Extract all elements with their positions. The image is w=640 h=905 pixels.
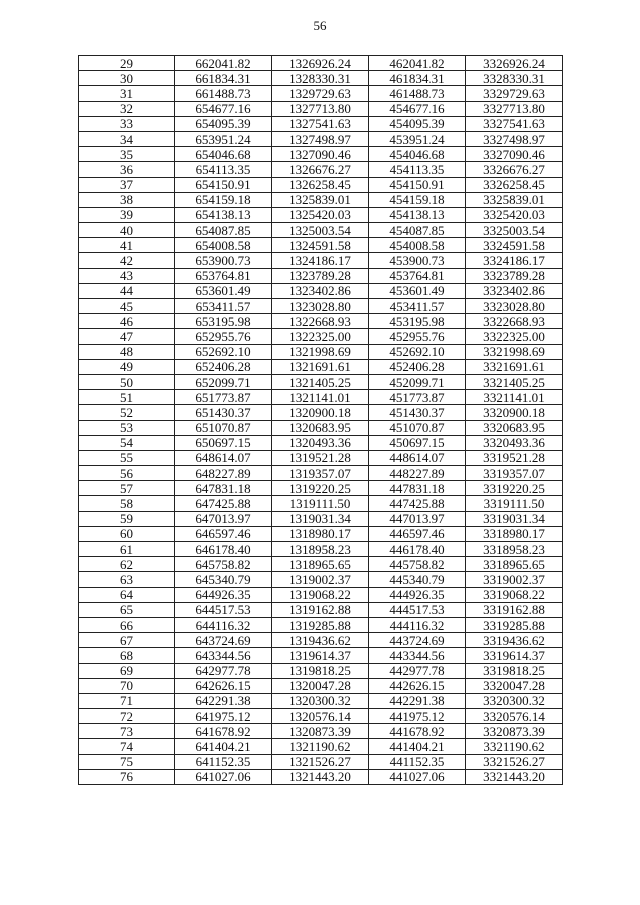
x-coordinate-cell: 652099.71 (175, 374, 272, 389)
x-coordinate-cell: 661488.73 (175, 86, 272, 101)
y-coordinate-cell: 1319436.62 (272, 633, 369, 648)
x2-coordinate-cell: 453764.81 (369, 268, 466, 283)
y-coordinate-cell: 1319285.88 (272, 617, 369, 632)
x2-coordinate-cell: 454046.68 (369, 147, 466, 162)
x-coordinate-cell: 654113.35 (175, 162, 272, 177)
table-row (79, 693, 563, 708)
table-row (79, 238, 563, 253)
table-row (79, 192, 563, 207)
y2-coordinate-cell: 3326258.45 (466, 177, 563, 192)
point-number-cell: 53 (79, 420, 175, 435)
y2-coordinate-cell: 3319162.88 (466, 602, 563, 617)
table-row (79, 359, 563, 374)
table-row (79, 374, 563, 389)
y-coordinate-cell: 1321405.25 (272, 374, 369, 389)
y-coordinate-cell: 1323789.28 (272, 268, 369, 283)
point-number-cell: 40 (79, 223, 175, 238)
y2-coordinate-cell: 3318958.23 (466, 542, 563, 557)
point-number-cell: 34 (79, 131, 175, 146)
x-coordinate-cell: 654138.13 (175, 207, 272, 222)
y2-coordinate-cell: 3319031.34 (466, 511, 563, 526)
x2-coordinate-cell: 441152.35 (369, 754, 466, 769)
point-number-cell: 41 (79, 238, 175, 253)
y-coordinate-cell: 1320683.95 (272, 420, 369, 435)
y2-coordinate-cell: 3319436.62 (466, 633, 563, 648)
x-coordinate-cell: 642977.78 (175, 663, 272, 678)
point-number-cell: 61 (79, 542, 175, 557)
y-coordinate-cell: 1319111.50 (272, 496, 369, 511)
x-coordinate-cell: 647013.97 (175, 511, 272, 526)
x-coordinate-cell: 645758.82 (175, 557, 272, 572)
point-number-cell: 69 (79, 663, 175, 678)
y2-coordinate-cell: 3325839.01 (466, 192, 563, 207)
y2-coordinate-cell: 3319521.28 (466, 450, 563, 465)
x2-coordinate-cell: 454095.39 (369, 116, 466, 131)
y-coordinate-cell: 1322325.00 (272, 329, 369, 344)
point-number-cell: 54 (79, 435, 175, 450)
y2-coordinate-cell: 3318980.17 (466, 526, 563, 541)
x-coordinate-cell: 646597.46 (175, 526, 272, 541)
x2-coordinate-cell: 452406.28 (369, 359, 466, 374)
x-coordinate-cell: 653195.98 (175, 314, 272, 329)
y-coordinate-cell: 1321526.27 (272, 754, 369, 769)
x2-coordinate-cell: 452099.71 (369, 374, 466, 389)
y2-coordinate-cell: 3321691.61 (466, 359, 563, 374)
y-coordinate-cell: 1320576.14 (272, 709, 369, 724)
y2-coordinate-cell: 3327713.80 (466, 101, 563, 116)
x-coordinate-cell: 644926.35 (175, 587, 272, 602)
x2-coordinate-cell: 447831.18 (369, 481, 466, 496)
x-coordinate-cell: 648227.89 (175, 466, 272, 481)
y2-coordinate-cell: 3320873.39 (466, 724, 563, 739)
y-coordinate-cell: 1321141.01 (272, 390, 369, 405)
x2-coordinate-cell: 444116.32 (369, 617, 466, 632)
y2-coordinate-cell: 3319111.50 (466, 496, 563, 511)
point-number-cell: 58 (79, 496, 175, 511)
y-coordinate-cell: 1326258.45 (272, 177, 369, 192)
x-coordinate-cell: 654046.68 (175, 147, 272, 162)
table-row (79, 481, 563, 496)
point-number-cell: 72 (79, 709, 175, 724)
y2-coordinate-cell: 3323789.28 (466, 268, 563, 283)
point-number-cell: 37 (79, 177, 175, 192)
x2-coordinate-cell: 453411.57 (369, 299, 466, 314)
point-number-cell: 64 (79, 587, 175, 602)
point-number-cell: 39 (79, 207, 175, 222)
y-coordinate-cell: 1321691.61 (272, 359, 369, 374)
y2-coordinate-cell: 3327541.63 (466, 116, 563, 131)
x-coordinate-cell: 641027.06 (175, 769, 272, 784)
y-coordinate-cell: 1321443.20 (272, 769, 369, 784)
y-coordinate-cell: 1324591.58 (272, 238, 369, 253)
table-row (79, 435, 563, 450)
x-coordinate-cell: 643724.69 (175, 633, 272, 648)
point-number-cell: 49 (79, 359, 175, 374)
y2-coordinate-cell: 3321141.01 (466, 390, 563, 405)
y-coordinate-cell: 1324186.17 (272, 253, 369, 268)
x-coordinate-cell: 642626.15 (175, 678, 272, 693)
y2-coordinate-cell: 3321526.27 (466, 754, 563, 769)
point-number-cell: 59 (79, 511, 175, 526)
point-number-cell: 71 (79, 693, 175, 708)
point-number-cell: 52 (79, 405, 175, 420)
point-number-cell: 48 (79, 344, 175, 359)
point-number-cell: 30 (79, 71, 175, 86)
x2-coordinate-cell: 453601.49 (369, 283, 466, 298)
table-row (79, 450, 563, 465)
y-coordinate-cell: 1325839.01 (272, 192, 369, 207)
y2-coordinate-cell: 3319002.37 (466, 572, 563, 587)
x2-coordinate-cell: 454150.91 (369, 177, 466, 192)
point-number-cell: 43 (79, 268, 175, 283)
point-number-cell: 55 (79, 450, 175, 465)
point-number-cell: 32 (79, 101, 175, 116)
point-number-cell: 57 (79, 481, 175, 496)
table-row (79, 405, 563, 420)
y-coordinate-cell: 1319220.25 (272, 481, 369, 496)
table-row (79, 663, 563, 678)
table-row (79, 754, 563, 769)
x2-coordinate-cell: 454008.58 (369, 238, 466, 253)
y2-coordinate-cell: 3319068.22 (466, 587, 563, 602)
y-coordinate-cell: 1321998.69 (272, 344, 369, 359)
x-coordinate-cell: 641975.12 (175, 709, 272, 724)
x-coordinate-cell: 645340.79 (175, 572, 272, 587)
point-number-cell: 60 (79, 526, 175, 541)
y2-coordinate-cell: 3329729.63 (466, 86, 563, 101)
y2-coordinate-cell: 3319220.25 (466, 481, 563, 496)
point-number-cell: 62 (79, 557, 175, 572)
table-row (79, 329, 563, 344)
x-coordinate-cell: 644116.32 (175, 617, 272, 632)
x-coordinate-cell: 641678.92 (175, 724, 272, 739)
x2-coordinate-cell: 448614.07 (369, 450, 466, 465)
table-row (79, 268, 563, 283)
y-coordinate-cell: 1318958.23 (272, 542, 369, 557)
table-row (79, 177, 563, 192)
y-coordinate-cell: 1321190.62 (272, 739, 369, 754)
x2-coordinate-cell: 452955.76 (369, 329, 466, 344)
point-number-cell: 46 (79, 314, 175, 329)
y-coordinate-cell: 1319068.22 (272, 587, 369, 602)
x2-coordinate-cell: 453900.73 (369, 253, 466, 268)
table-row (79, 587, 563, 602)
table-row (79, 466, 563, 481)
point-number-cell: 68 (79, 648, 175, 663)
y-coordinate-cell: 1327090.46 (272, 147, 369, 162)
x-coordinate-cell: 651773.87 (175, 390, 272, 405)
table-row (79, 71, 563, 86)
y2-coordinate-cell: 3321998.69 (466, 344, 563, 359)
point-number-cell: 56 (79, 466, 175, 481)
y2-coordinate-cell: 3326676.27 (466, 162, 563, 177)
y-coordinate-cell: 1320300.32 (272, 693, 369, 708)
x2-coordinate-cell: 454159.18 (369, 192, 466, 207)
x-coordinate-cell: 653411.57 (175, 299, 272, 314)
point-number-cell: 36 (79, 162, 175, 177)
table-row (79, 131, 563, 146)
y2-coordinate-cell: 3321405.25 (466, 374, 563, 389)
x-coordinate-cell: 643344.56 (175, 648, 272, 663)
y-coordinate-cell: 1319357.07 (272, 466, 369, 481)
x2-coordinate-cell: 443724.69 (369, 633, 466, 648)
table-row (79, 633, 563, 648)
x-coordinate-cell: 654150.91 (175, 177, 272, 192)
y-coordinate-cell: 1327713.80 (272, 101, 369, 116)
point-number-cell: 45 (79, 299, 175, 314)
x2-coordinate-cell: 461834.31 (369, 71, 466, 86)
y2-coordinate-cell: 3320493.36 (466, 435, 563, 450)
table-row (79, 223, 563, 238)
x2-coordinate-cell: 453195.98 (369, 314, 466, 329)
table-row (79, 739, 563, 754)
coordinates-table (78, 55, 563, 785)
point-number-cell: 66 (79, 617, 175, 632)
y2-coordinate-cell: 3320047.28 (466, 678, 563, 693)
y-coordinate-cell: 1327541.63 (272, 116, 369, 131)
x-coordinate-cell: 647831.18 (175, 481, 272, 496)
y-coordinate-cell: 1319521.28 (272, 450, 369, 465)
y-coordinate-cell: 1319162.88 (272, 602, 369, 617)
x2-coordinate-cell: 444926.35 (369, 587, 466, 602)
table-row (79, 147, 563, 162)
point-number-cell: 29 (79, 56, 175, 71)
x2-coordinate-cell: 446178.40 (369, 542, 466, 557)
y2-coordinate-cell: 3322668.93 (466, 314, 563, 329)
y2-coordinate-cell: 3326926.24 (466, 56, 563, 71)
point-number-cell: 73 (79, 724, 175, 739)
x2-coordinate-cell: 441027.06 (369, 769, 466, 784)
point-number-cell: 63 (79, 572, 175, 587)
x-coordinate-cell: 653764.81 (175, 268, 272, 283)
x-coordinate-cell: 654095.39 (175, 116, 272, 131)
point-number-cell: 74 (79, 739, 175, 754)
x2-coordinate-cell: 462041.82 (369, 56, 466, 71)
table-row (79, 557, 563, 572)
table-row (79, 572, 563, 587)
point-number-cell: 76 (79, 769, 175, 784)
coordinates-table-body (79, 56, 563, 785)
table-row (79, 86, 563, 101)
table-row (79, 101, 563, 116)
x-coordinate-cell: 653900.73 (175, 253, 272, 268)
x2-coordinate-cell: 452692.10 (369, 344, 466, 359)
y2-coordinate-cell: 3323402.86 (466, 283, 563, 298)
table-row (79, 602, 563, 617)
x-coordinate-cell: 642291.38 (175, 693, 272, 708)
x-coordinate-cell: 652955.76 (175, 329, 272, 344)
table-row (79, 207, 563, 222)
x2-coordinate-cell: 448227.89 (369, 466, 466, 481)
y-coordinate-cell: 1320493.36 (272, 435, 369, 450)
point-number-cell: 50 (79, 374, 175, 389)
y2-coordinate-cell: 3320683.95 (466, 420, 563, 435)
x2-coordinate-cell: 444517.53 (369, 602, 466, 617)
x2-coordinate-cell: 441404.21 (369, 739, 466, 754)
x-coordinate-cell: 653601.49 (175, 283, 272, 298)
y2-coordinate-cell: 3321190.62 (466, 739, 563, 754)
y2-coordinate-cell: 3320300.32 (466, 693, 563, 708)
x-coordinate-cell: 648614.07 (175, 450, 272, 465)
table-row (79, 678, 563, 693)
y2-coordinate-cell: 3320576.14 (466, 709, 563, 724)
point-number-cell: 67 (79, 633, 175, 648)
table-row (79, 617, 563, 632)
y-coordinate-cell: 1318965.65 (272, 557, 369, 572)
x-coordinate-cell: 646178.40 (175, 542, 272, 557)
x2-coordinate-cell: 451070.87 (369, 420, 466, 435)
page-number: 56 (313, 18, 327, 33)
point-number-cell: 51 (79, 390, 175, 405)
x-coordinate-cell: 652406.28 (175, 359, 272, 374)
x-coordinate-cell: 661834.31 (175, 71, 272, 86)
y2-coordinate-cell: 3318965.65 (466, 557, 563, 572)
table-row (79, 724, 563, 739)
y-coordinate-cell: 1322668.93 (272, 314, 369, 329)
x-coordinate-cell: 651070.87 (175, 420, 272, 435)
x2-coordinate-cell: 454087.85 (369, 223, 466, 238)
x2-coordinate-cell: 447013.97 (369, 511, 466, 526)
table-row (79, 709, 563, 724)
y2-coordinate-cell: 3324591.58 (466, 238, 563, 253)
x2-coordinate-cell: 454677.16 (369, 101, 466, 116)
x-coordinate-cell: 654087.85 (175, 223, 272, 238)
x2-coordinate-cell: 450697.15 (369, 435, 466, 450)
x-coordinate-cell: 654677.16 (175, 101, 272, 116)
table-row (79, 542, 563, 557)
y2-coordinate-cell: 3328330.31 (466, 71, 563, 86)
x2-coordinate-cell: 441975.12 (369, 709, 466, 724)
y2-coordinate-cell: 3327090.46 (466, 147, 563, 162)
x2-coordinate-cell: 451430.37 (369, 405, 466, 420)
table-row (79, 116, 563, 131)
x-coordinate-cell: 644517.53 (175, 602, 272, 617)
x-coordinate-cell: 654159.18 (175, 192, 272, 207)
table-row (79, 769, 563, 784)
table-row (79, 511, 563, 526)
y-coordinate-cell: 1323402.86 (272, 283, 369, 298)
y2-coordinate-cell: 3321443.20 (466, 769, 563, 784)
x2-coordinate-cell: 445340.79 (369, 572, 466, 587)
x2-coordinate-cell: 451773.87 (369, 390, 466, 405)
x2-coordinate-cell: 445758.82 (369, 557, 466, 572)
x-coordinate-cell: 654008.58 (175, 238, 272, 253)
x-coordinate-cell: 647425.88 (175, 496, 272, 511)
table-row (79, 56, 563, 71)
table-row (79, 648, 563, 663)
point-number-cell: 70 (79, 678, 175, 693)
table-row (79, 390, 563, 405)
x2-coordinate-cell: 454113.35 (369, 162, 466, 177)
y-coordinate-cell: 1319031.34 (272, 511, 369, 526)
y2-coordinate-cell: 3324186.17 (466, 253, 563, 268)
point-number-cell: 35 (79, 147, 175, 162)
x-coordinate-cell: 641152.35 (175, 754, 272, 769)
y2-coordinate-cell: 3322325.00 (466, 329, 563, 344)
table-row (79, 162, 563, 177)
point-number-cell: 44 (79, 283, 175, 298)
table-row (79, 496, 563, 511)
y-coordinate-cell: 1328330.31 (272, 71, 369, 86)
x-coordinate-cell: 662041.82 (175, 56, 272, 71)
y2-coordinate-cell: 3319357.07 (466, 466, 563, 481)
y-coordinate-cell: 1326676.27 (272, 162, 369, 177)
table-row (79, 299, 563, 314)
y-coordinate-cell: 1319002.37 (272, 572, 369, 587)
y2-coordinate-cell: 3323028.80 (466, 299, 563, 314)
x2-coordinate-cell: 442626.15 (369, 678, 466, 693)
point-number-cell: 31 (79, 86, 175, 101)
x2-coordinate-cell: 442977.78 (369, 663, 466, 678)
point-number-cell: 47 (79, 329, 175, 344)
y-coordinate-cell: 1329729.63 (272, 86, 369, 101)
x-coordinate-cell: 641404.21 (175, 739, 272, 754)
y2-coordinate-cell: 3325420.03 (466, 207, 563, 222)
x2-coordinate-cell: 442291.38 (369, 693, 466, 708)
table-row (79, 314, 563, 329)
y-coordinate-cell: 1325003.54 (272, 223, 369, 238)
x-coordinate-cell: 650697.15 (175, 435, 272, 450)
y-coordinate-cell: 1323028.80 (272, 299, 369, 314)
y2-coordinate-cell: 3327498.97 (466, 131, 563, 146)
x2-coordinate-cell: 454138.13 (369, 207, 466, 222)
y-coordinate-cell: 1319614.37 (272, 648, 369, 663)
y-coordinate-cell: 1325420.03 (272, 207, 369, 222)
y2-coordinate-cell: 3325003.54 (466, 223, 563, 238)
x2-coordinate-cell: 461488.73 (369, 86, 466, 101)
y-coordinate-cell: 1320873.39 (272, 724, 369, 739)
point-number-cell: 65 (79, 602, 175, 617)
x2-coordinate-cell: 441678.92 (369, 724, 466, 739)
point-number-cell: 42 (79, 253, 175, 268)
x2-coordinate-cell: 446597.46 (369, 526, 466, 541)
table-row (79, 420, 563, 435)
table-row (79, 526, 563, 541)
table-row (79, 253, 563, 268)
y-coordinate-cell: 1318980.17 (272, 526, 369, 541)
y-coordinate-cell: 1327498.97 (272, 131, 369, 146)
point-number-cell: 38 (79, 192, 175, 207)
point-number-cell: 33 (79, 116, 175, 131)
x2-coordinate-cell: 447425.88 (369, 496, 466, 511)
y2-coordinate-cell: 3319818.25 (466, 663, 563, 678)
x2-coordinate-cell: 453951.24 (369, 131, 466, 146)
x-coordinate-cell: 652692.10 (175, 344, 272, 359)
y2-coordinate-cell: 3320900.18 (466, 405, 563, 420)
x-coordinate-cell: 651430.37 (175, 405, 272, 420)
y-coordinate-cell: 1320900.18 (272, 405, 369, 420)
x-coordinate-cell: 653951.24 (175, 131, 272, 146)
y2-coordinate-cell: 3319614.37 (466, 648, 563, 663)
x2-coordinate-cell: 443344.56 (369, 648, 466, 663)
y-coordinate-cell: 1319818.25 (272, 663, 369, 678)
point-number-cell: 75 (79, 754, 175, 769)
y-coordinate-cell: 1326926.24 (272, 56, 369, 71)
y-coordinate-cell: 1320047.28 (272, 678, 369, 693)
table-row (79, 283, 563, 298)
y2-coordinate-cell: 3319285.88 (466, 617, 563, 632)
table-row (79, 344, 563, 359)
